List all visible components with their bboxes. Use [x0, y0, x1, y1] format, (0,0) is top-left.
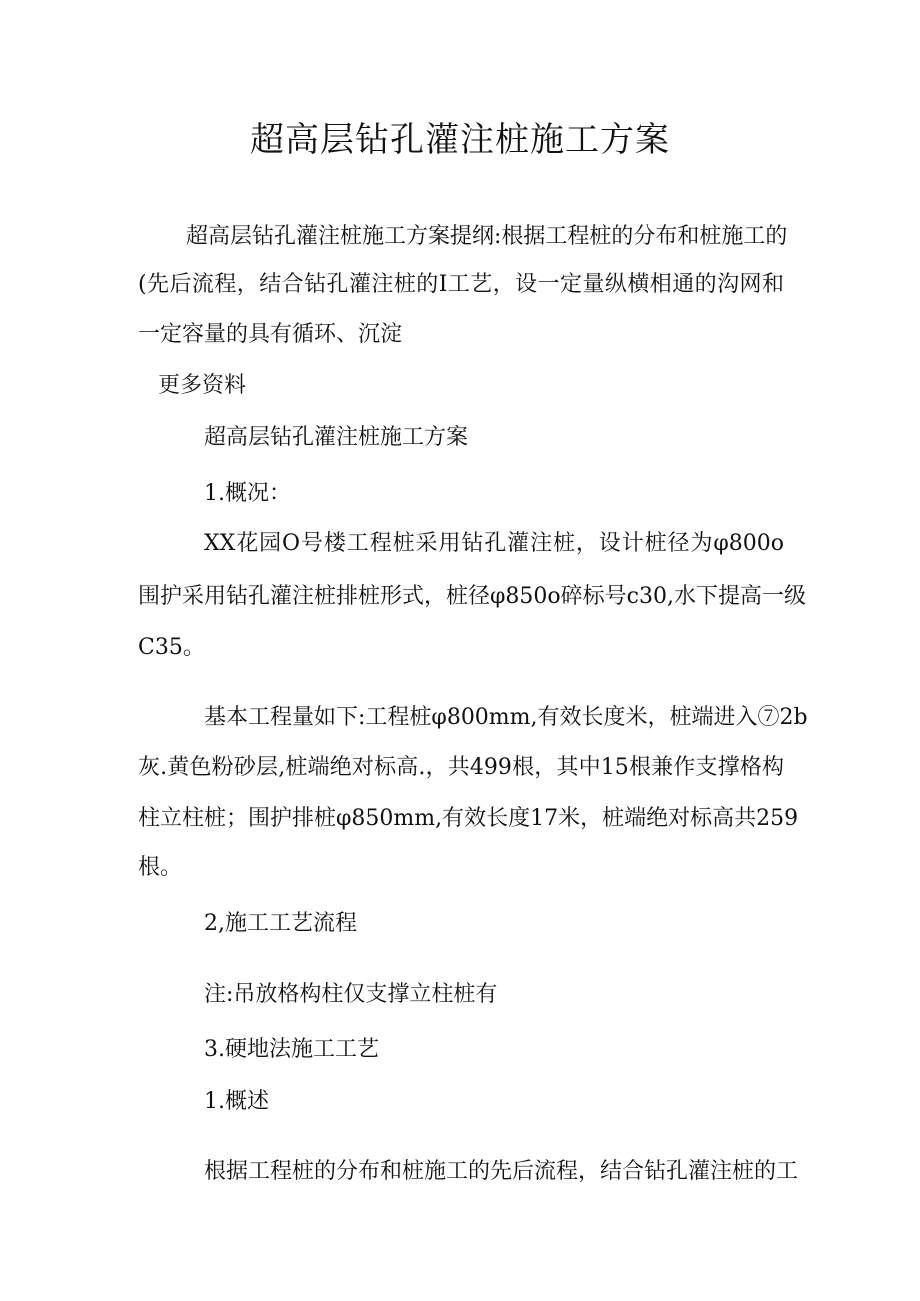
paragraph-line: (先后流程，结合钻孔灌注桩的I工艺，设一定量纵横相通的沟网和	[138, 272, 784, 297]
paragraph-line: 围护采用钻孔灌注桩排桩形式，桩径φ850o碎标号c30,水下提高一级	[138, 584, 806, 609]
section-heading: 2,施工工艺流程	[204, 911, 357, 936]
paragraph-line: 根。	[138, 855, 183, 880]
paragraph-line: XX花园O号楼工程桩采用钻孔灌注桩，设计桩径为φ800o	[204, 531, 784, 556]
paragraph-line: 柱立柱桩；围护排桩φ850mm,有效长度17米，桩端绝对标高共259	[138, 806, 799, 831]
section-heading: 超高层钻孔灌注桩施工方案	[204, 425, 469, 450]
section-heading: 1.概况：	[204, 481, 291, 506]
paragraph-line: 基本工程量如下:工程桩φ800mm,有效长度米，桩端进入⑦2b	[204, 705, 808, 730]
paragraph-line: 超高层钻孔灌注桩施工方案提纲:根据工程桩的分布和桩施工的	[186, 224, 788, 249]
paragraph-line: 一定容量的具有循环、沉淀	[138, 322, 403, 347]
paragraph-line: 灰.黄色粉砂层,桩端绝对标高.，共499根，其中15根兼作支撑格构	[138, 755, 784, 780]
paragraph-line: 根据工程桩的分布和桩施工的先后流程，结合钻孔灌注桩的工	[204, 1159, 799, 1184]
section-heading: 3.硬地法施工工艺	[204, 1037, 379, 1062]
note-line: 注:吊放格构柱仅支撑立柱桩有	[204, 982, 498, 1007]
subsection-heading: 1.概述	[204, 1089, 269, 1114]
paragraph-line: C35。	[138, 635, 205, 660]
document-title: 超高层钻孔灌注桩施工方案	[250, 120, 670, 160]
more-info-link: 更多资料	[158, 373, 247, 398]
